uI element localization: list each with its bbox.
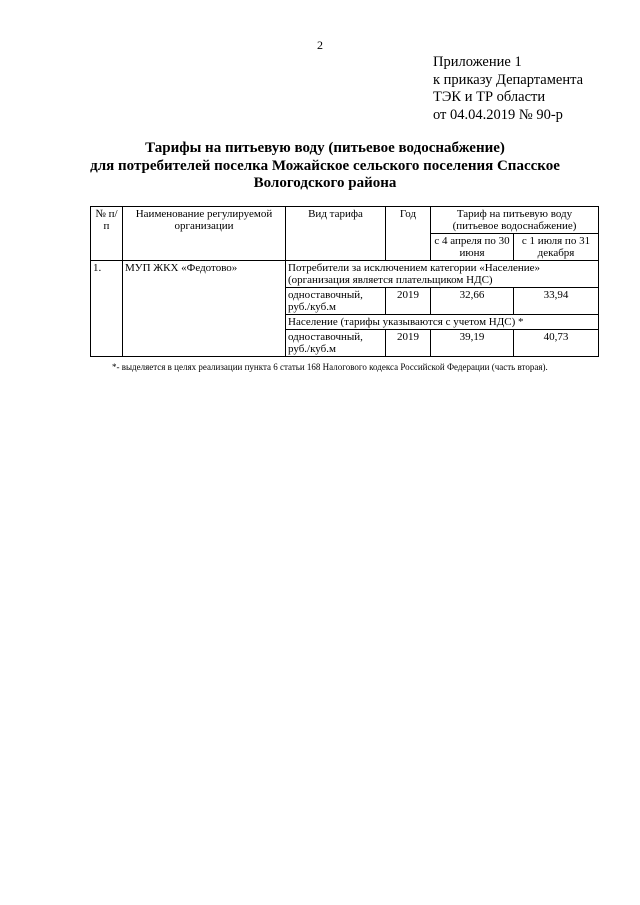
appendix-line-2: к приказу Департамента	[433, 71, 584, 88]
page-number: 2	[317, 38, 323, 52]
tariff-table	[90, 206, 599, 357]
cell-g1-year: 2019	[386, 288, 431, 315]
cell-org: МУП ЖКХ «Федотово»	[123, 261, 286, 357]
cell-group-2: Население (тарифы указываются с учетом НДС) *	[286, 315, 599, 330]
header-year: Год	[386, 207, 431, 261]
cell-g1-value-2: 33,94	[514, 288, 599, 315]
table-header-row	[91, 207, 599, 234]
title-line-2: для потребителей поселка Можайское сельского поселения Спасское	[90, 157, 560, 174]
header-tariff: Тариф на питьевую воду (питьевое водоснабжение)	[431, 207, 599, 234]
header-num: № п/п	[91, 207, 123, 261]
cell-g2-year: 2019	[386, 330, 431, 357]
header-type: Вид тарифа	[286, 207, 386, 261]
appendix-block	[433, 54, 583, 124]
cell-g1-value-1: 32,66	[431, 288, 514, 315]
cell-group-1: Потребители за исключением категории «Население» (организация является плательщиком НДС)	[286, 261, 599, 288]
title-line-1: Тарифы на питьевую воду (питьевое водоснабжение)	[145, 140, 505, 156]
header-period-2: с 1 июля по 31 декабря	[514, 234, 599, 261]
footnote: *- выделяется в целях реализации пункта 6 статьи 168 Налогового кодекса Российской Федерации (часть вторая).	[112, 362, 548, 372]
appendix-line-1: Приложение 1	[433, 54, 522, 70]
cell-g2-value-2: 40,73	[514, 330, 599, 357]
table-row	[91, 261, 599, 288]
cell-g2-type: одноставочный, руб./куб.м	[286, 330, 386, 357]
appendix-line-4: от 04.04.2019 № 90-р	[433, 106, 563, 123]
appendix-line-3: ТЭК и ТР области	[433, 89, 546, 105]
header-org: Наименование регулируемой организации	[123, 207, 286, 261]
document-title	[90, 140, 560, 193]
cell-g2-value-1: 39,19	[431, 330, 514, 357]
title-line-3: Вологодского района	[253, 175, 397, 191]
cell-num: 1.	[91, 261, 123, 357]
cell-g1-type: одноставочный, руб./куб.м	[286, 288, 386, 315]
header-period-1: с 4 апреля по 30 июня	[431, 234, 514, 261]
